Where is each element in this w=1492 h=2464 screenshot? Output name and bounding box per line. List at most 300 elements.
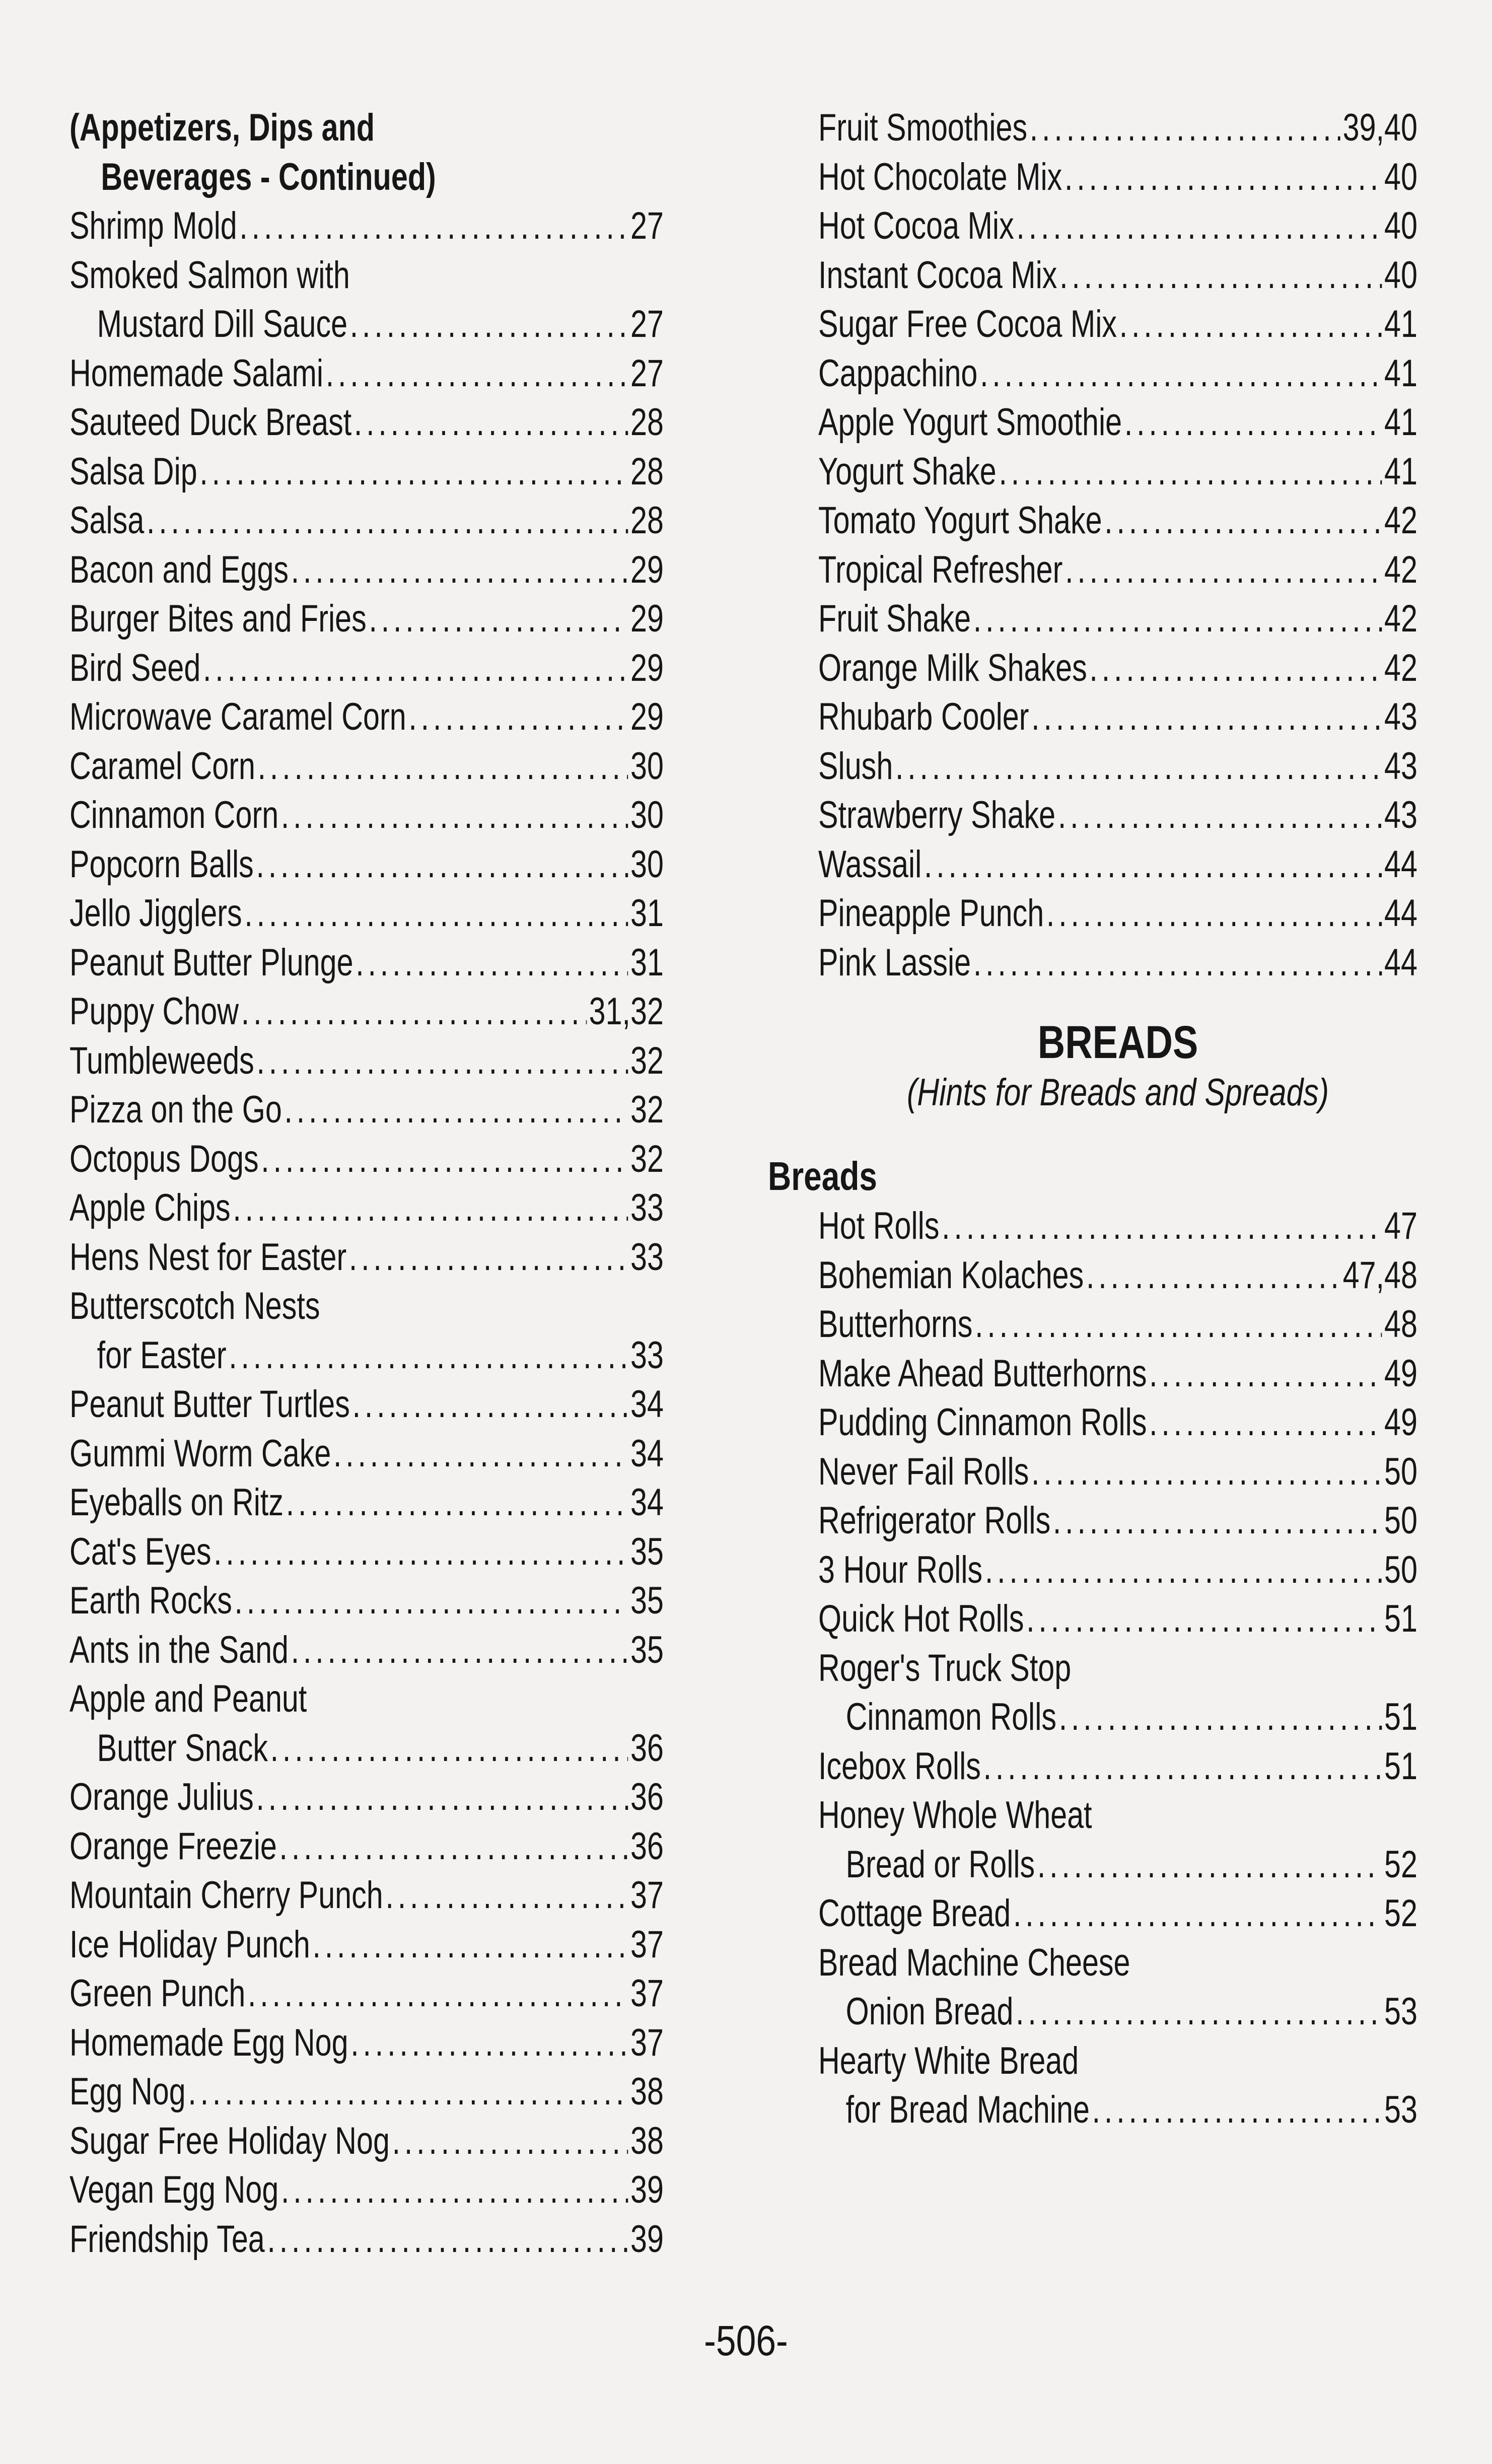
- dot-leader: [270, 1724, 628, 1773]
- entry-name: Orange Milk Shakes: [818, 646, 1087, 689]
- entry-name: Apple and Peanut: [69, 1677, 307, 1720]
- entry-name: Wassail: [818, 842, 922, 886]
- entry-name: Bread Machine Cheese: [818, 1941, 1130, 1984]
- index-entry: [69, 889, 664, 938]
- index-entry: [818, 103, 1417, 153]
- entry-name: Refrigerator Rolls: [818, 1499, 1051, 1542]
- index-entry: [69, 496, 664, 545]
- entry-page-number: 41: [1384, 303, 1417, 345]
- index-entry: [69, 1773, 664, 1822]
- entry-page-number: 50: [1384, 1499, 1417, 1542]
- entry-name: Vegan Egg Nog: [69, 2168, 279, 2211]
- entry-page-number: 34: [630, 1383, 664, 1426]
- index-entry: [818, 1545, 1417, 1595]
- index-entry: [818, 1938, 1417, 1988]
- entry-name: Popcorn Balls: [69, 842, 254, 886]
- index-entry: [818, 1987, 1417, 2036]
- dot-leader: [312, 1920, 628, 1969]
- dot-leader: [973, 594, 1382, 644]
- dot-leader: [244, 889, 628, 938]
- index-entry: [69, 1969, 664, 2018]
- entry-name: Shrimp Mold: [69, 204, 237, 247]
- entry-name: Bread or Rolls: [845, 1843, 1035, 1886]
- entry-name: Butterscotch Nests: [69, 1285, 320, 1327]
- dot-leader: [1013, 1889, 1382, 1938]
- entry-name: Never Fail Rolls: [818, 1450, 1029, 1493]
- dot-leader: [333, 1429, 628, 1479]
- dot-leader: [349, 1233, 628, 1282]
- entry-name: Icebox Rolls: [818, 1744, 981, 1788]
- dot-leader: [895, 742, 1382, 791]
- entry-page-number: 27: [630, 204, 664, 247]
- entry-name: Tropical Refresher: [818, 548, 1063, 591]
- index-entry: [818, 398, 1417, 447]
- dot-leader: [1046, 889, 1382, 938]
- dot-leader: [147, 496, 628, 545]
- dot-leader: [188, 2067, 628, 2117]
- entry-name: Burger Bites and Fries: [69, 597, 367, 640]
- index-entry: [818, 840, 1417, 889]
- entry-name: Peanut Butter Plunge: [69, 941, 353, 984]
- index-entry: [69, 251, 664, 300]
- dot-leader: [1059, 1693, 1382, 1742]
- entry-page-number: 49: [1384, 1352, 1417, 1395]
- index-entry: [69, 594, 664, 644]
- index-entry: [818, 2036, 1417, 2086]
- entry-page-number: 53: [1384, 2088, 1417, 2131]
- entry-name: Egg Nog: [69, 2070, 186, 2113]
- entry-name: 3 Hour Rolls: [818, 1548, 983, 1591]
- index-entry: [69, 1822, 664, 1871]
- entry-page-number: 44: [1384, 892, 1417, 935]
- entry-name: Pineapple Punch: [818, 892, 1044, 935]
- index-entry: [818, 251, 1417, 300]
- entry-name: Apple Chips: [69, 1186, 231, 1229]
- dot-leader: [281, 791, 628, 840]
- dot-leader: [1149, 1398, 1382, 1447]
- entry-page-number: 40: [1384, 253, 1417, 297]
- entry-name: Sugar Free Holiday Nog: [69, 2119, 390, 2162]
- index-entry: [69, 1576, 664, 1626]
- entry-page-number: 29: [630, 646, 664, 689]
- entry-name: Ants in the Sand: [69, 1628, 289, 1671]
- entry-page-number: 30: [630, 744, 664, 788]
- entry-name: Butterhorns: [818, 1303, 973, 1346]
- index-entry: [818, 1840, 1417, 1889]
- entry-page-number: 52: [1384, 1892, 1417, 1935]
- index-entry: [69, 1871, 664, 1920]
- index-entry: [69, 938, 664, 988]
- entry-page-number: 36: [630, 1824, 664, 1868]
- dot-leader: [257, 1036, 628, 1086]
- dot-leader: [983, 1742, 1382, 1791]
- dot-leader: [408, 692, 628, 742]
- index-entry: [69, 987, 664, 1036]
- entry-name: Bird Seed: [69, 646, 201, 689]
- index-entry: [69, 300, 664, 349]
- dot-leader: [1089, 644, 1382, 693]
- entry-name: Sauteed Duck Breast: [69, 401, 352, 444]
- entry-page-number: 36: [630, 1776, 664, 1818]
- dot-leader: [1030, 103, 1340, 153]
- index-entry: [818, 1594, 1417, 1644]
- entry-page-number: 39: [630, 2168, 664, 2211]
- dot-leader: [392, 2117, 628, 2166]
- entry-page-number: 28: [630, 450, 664, 493]
- entry-name: Orange Freezie: [69, 1824, 277, 1868]
- entry-name: Caramel Corn: [69, 744, 255, 788]
- entry-page-number: 32: [630, 1088, 664, 1131]
- entry-page-number: 52: [1384, 1843, 1417, 1886]
- section-title: BREADS: [1037, 1017, 1198, 1068]
- index-entry: [69, 1920, 664, 1969]
- entry-name: Orange Julius: [69, 1776, 254, 1818]
- dot-leader: [1092, 2085, 1382, 2135]
- entry-page-number: 51: [1384, 1597, 1417, 1640]
- entry-name: Friendship Tea: [69, 2217, 265, 2261]
- entry-page-number: 29: [630, 548, 664, 591]
- entry-name: Bohemian Kolaches: [818, 1253, 1084, 1297]
- dot-leader: [352, 1380, 628, 1429]
- entry-name: Strawberry Shake: [818, 794, 1056, 836]
- entry-page-number: 35: [630, 1530, 664, 1573]
- entry-name: Peanut Butter Turtles: [69, 1383, 350, 1426]
- entry-page-number: 27: [630, 303, 664, 345]
- index-entry: [69, 791, 664, 840]
- dot-leader: [1119, 300, 1382, 349]
- index-entry: [69, 1380, 664, 1429]
- dot-leader: [1031, 1447, 1382, 1497]
- dot-leader: [975, 1300, 1382, 1349]
- index-entry: [69, 1233, 664, 1282]
- dot-leader: [1031, 692, 1382, 742]
- dot-leader: [924, 840, 1382, 889]
- index-entry: [69, 742, 664, 791]
- dot-leader: [214, 1527, 628, 1577]
- dot-leader: [385, 1871, 628, 1920]
- entry-page-number: 42: [1384, 597, 1417, 640]
- dot-leader: [973, 938, 1382, 988]
- entry-page-number: 37: [630, 1972, 664, 2015]
- index-entry: [818, 1889, 1417, 1938]
- dot-leader: [229, 1331, 628, 1380]
- entry-page-number: 44: [1384, 941, 1417, 984]
- dot-leader: [1016, 1987, 1382, 2036]
- index-entry: [818, 1447, 1417, 1497]
- index-entry: [69, 644, 664, 693]
- entry-name: Jello Jigglers: [69, 892, 242, 935]
- dot-leader: [258, 742, 628, 791]
- entry-name: Pudding Cinnamon Rolls: [818, 1401, 1147, 1444]
- index-entry: [69, 545, 664, 595]
- entry-page-number: 27: [630, 351, 664, 395]
- dot-leader: [985, 1545, 1382, 1595]
- index-entry: [818, 1693, 1417, 1742]
- index-entry: [69, 1282, 664, 1331]
- dot-leader: [291, 1626, 628, 1675]
- entry-name: Bacon and Eggs: [69, 548, 289, 591]
- entry-name: Homemade Salami: [69, 351, 324, 395]
- entry-name: Mountain Cherry Punch: [69, 1874, 383, 1917]
- index-entry: [818, 496, 1417, 545]
- index-entry: [818, 300, 1417, 349]
- index-entry: [69, 2018, 664, 2068]
- entry-page-number: 53: [1384, 1990, 1417, 2033]
- dot-leader: [1058, 791, 1382, 840]
- entry-page-number: 36: [630, 1726, 664, 1770]
- index-entry: [69, 398, 664, 447]
- entry-page-number: 48: [1384, 1303, 1417, 1346]
- entry-name: for Bread Machine: [845, 2088, 1090, 2131]
- dot-leader: [256, 840, 628, 889]
- entry-page-number: 34: [630, 1481, 664, 1524]
- entry-name: Smoked Salmon with: [69, 253, 350, 297]
- entry-name: Octopus Dogs: [69, 1137, 259, 1180]
- entry-name: Pizza on the Go: [69, 1088, 282, 1131]
- index-entry: [69, 1085, 664, 1135]
- dot-leader: [1104, 496, 1382, 545]
- entry-page-number: 35: [630, 1579, 664, 1622]
- index-entry: [818, 1791, 1417, 1840]
- entry-name: Tomato Yogurt Shake: [818, 499, 1102, 542]
- entry-name: Hot Chocolate Mix: [818, 155, 1062, 198]
- entry-page-number: 38: [630, 2070, 664, 2113]
- index-entry: [818, 153, 1417, 202]
- entry-name: Homemade Egg Nog: [69, 2021, 348, 2064]
- entry-page-number: 43: [1384, 744, 1417, 788]
- entry-page-number: 29: [630, 695, 664, 738]
- entry-page-number: 33: [630, 1186, 664, 1229]
- dot-leader: [350, 2018, 628, 2068]
- entry-page-number: 39: [630, 2217, 664, 2261]
- index-entry: [69, 1724, 664, 1773]
- entry-page-number: 30: [630, 794, 664, 836]
- entry-page-number: 42: [1384, 499, 1417, 542]
- right-column: [768, 103, 1417, 2135]
- dot-leader: [279, 1822, 628, 1871]
- entry-name: Sugar Free Cocoa Mix: [818, 303, 1117, 345]
- entry-page-number: 31: [630, 892, 664, 935]
- entry-name: Roger's Truck Stop: [818, 1646, 1072, 1689]
- entry-name: Hot Cocoa Mix: [818, 204, 1014, 247]
- entry-page-number: 32: [630, 1137, 664, 1180]
- dot-leader: [1086, 1251, 1340, 1300]
- entry-page-number: 37: [630, 1874, 664, 1917]
- dot-leader: [1026, 1594, 1382, 1644]
- index-entry: [69, 201, 664, 251]
- index-entry: [818, 201, 1417, 251]
- dot-leader: [326, 349, 628, 398]
- index-entry: [69, 2117, 664, 2166]
- index-entry: [818, 644, 1417, 693]
- dot-leader: [233, 1183, 628, 1233]
- index-entry: [69, 2215, 664, 2264]
- entry-page-number: 51: [1384, 1696, 1417, 1738]
- entry-page-number: 51: [1384, 1744, 1417, 1788]
- entry-name: Microwave Caramel Corn: [69, 695, 406, 738]
- entry-page-number: 43: [1384, 794, 1417, 836]
- index-entry: [69, 692, 664, 742]
- sub-heading: Breads: [768, 1154, 877, 1199]
- entry-page-number: 30: [630, 842, 664, 886]
- dot-leader: [241, 987, 587, 1036]
- entry-page-number: 47,48: [1342, 1253, 1417, 1297]
- left-entry-list: [69, 201, 664, 2264]
- entry-name: Hot Rolls: [818, 1205, 940, 1247]
- dot-leader: [350, 300, 628, 349]
- dot-leader: [1037, 1840, 1382, 1889]
- section-hint: (Hints for Breads and Spreads): [906, 1071, 1329, 1114]
- index-entry: [69, 2165, 664, 2215]
- entry-name: Hens Nest for Easter: [69, 1235, 347, 1279]
- index-entry: [69, 1036, 664, 1086]
- entry-name: Rhubarb Cooler: [818, 695, 1029, 738]
- dot-leader: [291, 545, 628, 595]
- entry-page-number: 41: [1384, 401, 1417, 444]
- entry-page-number: 32: [630, 1039, 664, 1082]
- entry-page-number: 33: [630, 1235, 664, 1279]
- entry-page-number: 42: [1384, 548, 1417, 591]
- index-entry: [69, 1527, 664, 1577]
- entry-page-number: 49: [1384, 1401, 1417, 1444]
- index-entry: [818, 447, 1417, 497]
- dot-leader: [284, 1085, 628, 1135]
- index-entry: [69, 2067, 664, 2117]
- dot-leader: [239, 201, 628, 251]
- entry-name: Ice Holiday Punch: [69, 1923, 310, 1966]
- index-entry: [818, 1202, 1417, 1251]
- dot-leader: [267, 2215, 628, 2264]
- dot-leader: [248, 1969, 628, 2018]
- entry-name: Eyeballs on Ritz: [69, 1481, 284, 1524]
- entry-name: Instant Cocoa Mix: [818, 253, 1057, 297]
- entry-page-number: 50: [1384, 1450, 1417, 1493]
- index-entry: [818, 1349, 1417, 1398]
- dot-leader: [256, 1773, 628, 1822]
- section-heading-line1: (Appetizers, Dips and: [69, 106, 375, 149]
- index-entry: [818, 1251, 1417, 1300]
- index-entry: [69, 840, 664, 889]
- index-entry: [818, 1398, 1417, 1447]
- page-number: -506-: [704, 2317, 788, 2364]
- entry-name: for Easter: [97, 1333, 227, 1377]
- left-column: [69, 103, 664, 2264]
- entry-name: Salsa: [69, 499, 145, 542]
- dot-leader: [999, 447, 1382, 497]
- dot-leader: [1059, 251, 1382, 300]
- entry-name: Cottage Bread: [818, 1892, 1011, 1935]
- entry-page-number: 31,32: [589, 990, 664, 1033]
- entry-name: Cappachino: [818, 351, 978, 395]
- dot-leader: [356, 938, 628, 988]
- entry-name: Gummi Worm Cake: [69, 1432, 331, 1475]
- entry-page-number: 37: [630, 2021, 664, 2064]
- dot-leader: [1149, 1349, 1382, 1398]
- index-entry: [818, 889, 1417, 938]
- dot-leader: [203, 644, 628, 693]
- entry-name: Apple Yogurt Smoothie: [818, 401, 1122, 444]
- entry-name: Onion Bread: [845, 1990, 1014, 2033]
- entry-page-number: 41: [1384, 351, 1417, 395]
- index-entry: [818, 1742, 1417, 1791]
- entry-page-number: 42: [1384, 646, 1417, 689]
- index-entry: [69, 447, 664, 497]
- index-entry: [818, 545, 1417, 595]
- entry-name: Tumbleweeds: [69, 1039, 254, 1082]
- index-entry: [818, 1644, 1417, 1693]
- entry-page-number: 44: [1384, 842, 1417, 886]
- entry-page-number: 39,40: [1342, 106, 1417, 149]
- index-entry: [69, 1478, 664, 1527]
- index-entry: [69, 349, 664, 398]
- dot-leader: [261, 1135, 628, 1184]
- entry-page-number: 43: [1384, 695, 1417, 738]
- section-heading-line2: Beverages - Continued): [101, 155, 436, 198]
- dot-leader: [1065, 545, 1382, 595]
- entry-name: Green Punch: [69, 1972, 246, 2015]
- entry-name: Cinnamon Rolls: [845, 1696, 1057, 1738]
- right-entry-list-bottom: [818, 1202, 1417, 2135]
- entry-name: Hearty White Bread: [818, 2039, 1079, 2082]
- entry-name: Pink Lassie: [818, 941, 971, 984]
- entry-name: Honey Whole Wheat: [818, 1794, 1092, 1837]
- entry-name: Cinnamon Corn: [69, 794, 279, 836]
- index-entry: [818, 791, 1417, 840]
- entry-page-number: 37: [630, 1923, 664, 1966]
- dot-leader: [1064, 153, 1382, 202]
- entry-page-number: 47: [1384, 1205, 1417, 1247]
- index-entry: [818, 1496, 1417, 1545]
- entry-name: Fruit Shake: [818, 597, 971, 640]
- dot-leader: [286, 1478, 628, 1527]
- entry-page-number: 29: [630, 597, 664, 640]
- entry-page-number: 28: [630, 499, 664, 542]
- entry-name: Earth Rocks: [69, 1579, 232, 1622]
- dot-leader: [235, 1576, 628, 1626]
- dot-leader: [1124, 398, 1382, 447]
- entry-name: Slush: [818, 744, 893, 788]
- entry-page-number: 38: [630, 2119, 664, 2162]
- entry-page-number: 41: [1384, 450, 1417, 493]
- index-entry: [69, 1674, 664, 1724]
- right-entry-list-top: [818, 103, 1417, 987]
- index-entry: [69, 1331, 664, 1380]
- entry-name: Yogurt Shake: [818, 450, 997, 493]
- entry-name: Fruit Smoothies: [818, 106, 1028, 149]
- entry-page-number: 28: [630, 401, 664, 444]
- entry-name: Mustard Dill Sauce: [97, 303, 348, 345]
- entry-name: Butter Snack: [97, 1726, 268, 1770]
- dot-leader: [281, 2165, 628, 2215]
- entry-page-number: 50: [1384, 1548, 1417, 1591]
- index-entry: [818, 349, 1417, 398]
- entry-page-number: 40: [1384, 204, 1417, 247]
- entry-page-number: 40: [1384, 155, 1417, 198]
- index-entry: [818, 2085, 1417, 2135]
- entry-page-number: 35: [630, 1628, 664, 1671]
- index-entry: [69, 1626, 664, 1675]
- dot-leader: [1053, 1496, 1382, 1545]
- entry-name: Cat's Eyes: [69, 1530, 211, 1573]
- index-entry: [69, 1135, 664, 1184]
- dot-leader: [1016, 201, 1382, 251]
- entry-name: Make Ahead Butterhorns: [818, 1352, 1147, 1395]
- index-entry: [818, 692, 1417, 742]
- dot-leader: [199, 447, 628, 497]
- index-entry: [69, 1429, 664, 1479]
- index-entry: [818, 1300, 1417, 1349]
- index-entry: [69, 1183, 664, 1233]
